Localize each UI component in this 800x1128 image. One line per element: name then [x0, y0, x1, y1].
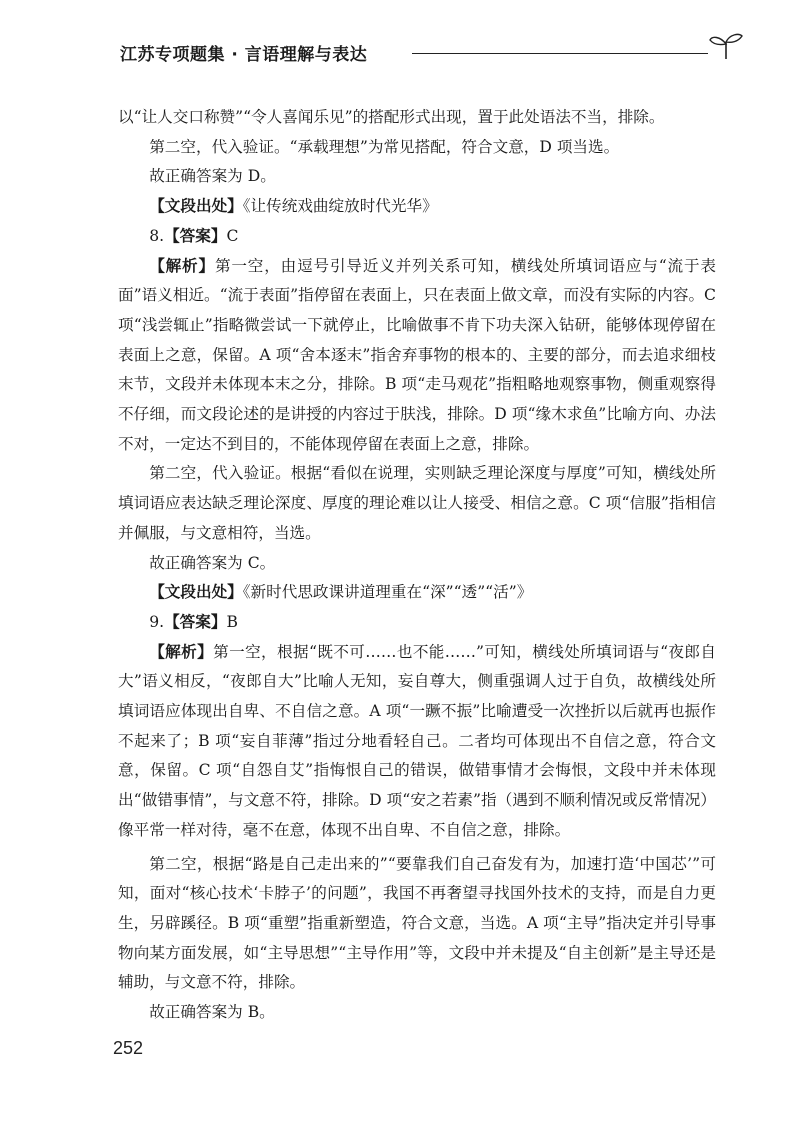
source-title: 《新时代思政课讲道理重在“深”“透”“活”》 [242, 583, 533, 602]
answer-value: C [226, 226, 239, 245]
sprout-icon [708, 32, 744, 60]
paragraph: 第二空，代入验证。“承载理想”为常见搭配，符合文意，D 项当选。 [149, 137, 620, 156]
source-line [118, 578, 716, 608]
page-number: 252 [113, 1038, 144, 1058]
source-line [118, 192, 716, 222]
answer-tag: 【答案】 [164, 612, 227, 631]
explanation-paragraph: 第二空，根据“路是自己走出来的”“要靠我们自己奋发有为，加速打造‘中国芯’”可知，面对“核心技术‘卡脖子’的问题”，我国不再奢望寻找国外技术的支持，而是自力更生，另辟蹊径。B 项“重塑”指重新塑造，符合文意，当选。A 项“主导”指决定并引导事物向某方面发展，如“主导思想”“主导作用”等，文段中并未提及“自主创新”是主导还是辅助，与文意不符，排除。 [118, 854, 716, 992]
answer-value: B [226, 612, 238, 631]
source-tag: 【文段出处】 [149, 197, 243, 216]
explanation-paragraph [118, 252, 716, 460]
answer-line-q8 [118, 222, 716, 252]
explanation-tag: 【解析】 [149, 642, 214, 661]
question-number: 8. [149, 226, 165, 245]
final-answer: 故正确答案为 B。 [149, 1003, 275, 1022]
source-title: 《让传统戏曲绽放时代光华》 [242, 197, 438, 216]
explanation-paragraph: 第二空，代入验证。根据“看似在说理，实则缺乏理论深度与厚度”可知，横线处所填词语应表达缺乏理论深度、厚度的理论难以让人接受、相信之意。C 项“信服”指相信并佩服，与文意相符，当选。 [118, 464, 716, 542]
source-tag: 【文段出处】 [149, 583, 243, 602]
header-rule [412, 53, 708, 54]
paragraph: 以“让人交口称赞”“令人喜闻乐见”的搭配形式出现，置于此处语法不当，排除。 [118, 108, 665, 126]
answer-tag: 【答案】 [164, 226, 227, 245]
explanation-paragraph [118, 638, 716, 846]
explanation-text: 第一空，根据“既不可……也不能……”可知，横线处所填词语与“夜郎自大”语义相反，“夜郎自大”比喻人无知，妄自尊大，侧重强调人过于自负，故横线处所填词语应体现出自卑、不自信之意。A 项“一蹶不振”比喻遭受一次挫折以后就再也振作不起来了；B 项“妄自菲薄”指过分地看轻自己。二者均可体现出不自信之意，符合文意，保留。C 项“自怨自艾”指悔恨自己的错误，做错事情才会悔恨，文段中并未体现出“做错事情”，与文意不符，排除。D 项“安之若素”指（遇到不顺利情况或反常情况）像平常一样对待，毫不在意，体现不出自卑、不自信之意，排除。 [118, 642, 716, 839]
page-content [118, 103, 716, 1028]
final-answer: 故正确答案为 D。 [149, 167, 276, 186]
explanation-text: 第一空，由逗号引导近义并列关系可知，横线处所填词语应与“流于表面”语义相近。“流于表面”指停留在表面上，只在表面上做文章，而没有实际的内容。C 项“浅尝辄止”指略微尝试一下就停止，比喻做事不肯下功夫深入钻研，能够体现停留在表面上之意，保留。A 项“舍本逐末”指舍弃事物的根本的、主要的部分，而去追求细枝末节，文段并未体现本末之分，排除。B 项“走马观花”指粗略地观察事物，侧重观察得不仔细，而文段论述的是讲授的内容过于肤浅，排除。D 项“缘木求鱼”比喻方向、办法不对，一定达不到目的，不能体现停留在表面上之意，排除。 [118, 256, 716, 453]
question-number: 9. [149, 612, 165, 631]
explanation-tag: 【解析】 [149, 256, 215, 275]
final-answer: 故正确答案为 C。 [149, 553, 276, 572]
header-title: 江苏专项题集 · 言语理解与表达 [120, 45, 368, 65]
answer-line-q9 [118, 608, 716, 638]
running-header [120, 38, 740, 68]
